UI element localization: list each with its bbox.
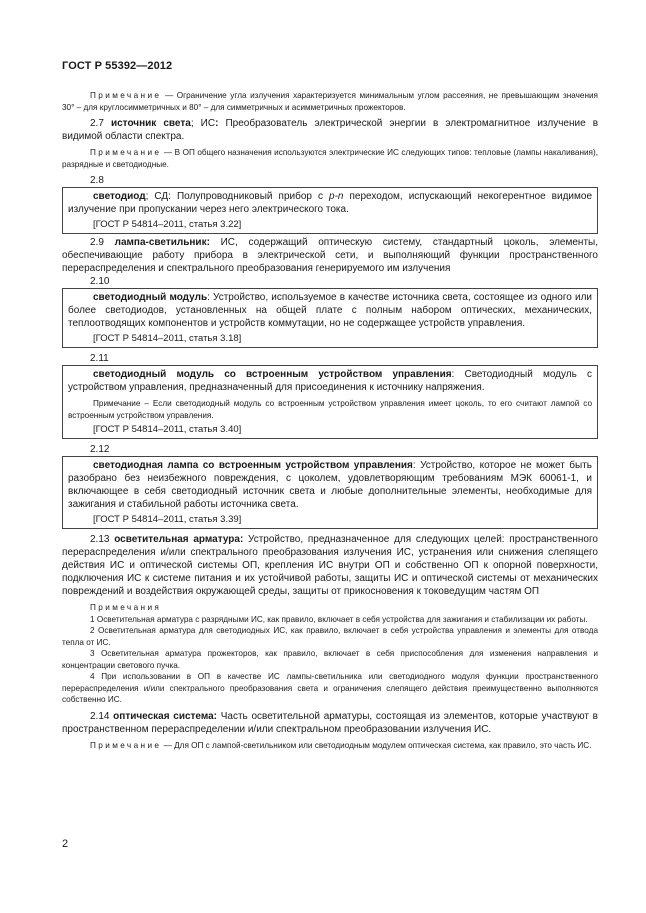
term-number: 2.14 bbox=[90, 710, 110, 722]
term-colon: : bbox=[215, 118, 219, 129]
note-text: — Для ОП с лампой-светильником или светодиодным модулем оптическая система, как правило, это часть ИС. bbox=[161, 740, 592, 750]
term-name: осветительная арматура: bbox=[114, 534, 244, 545]
term-name: источник света bbox=[110, 118, 191, 129]
term-2-8: светодиод; СД: Полупроводниковый прибор с p-n переходом, испускающий некогерентное видимое излучение при пропускании через него электрического тока. bbox=[68, 191, 593, 215]
term-number: 2.7 bbox=[90, 118, 104, 129]
note-item: 3 Осветительная арматура прожекторов, как правило, включает в себя приспособления для изменения направления и концентрации светового пучка. bbox=[62, 649, 598, 670]
note-text: — В ОП общего назначения используются электрические ИС следующих типов: тепловые (лампы накаливания), разрядные и светодиодные. bbox=[62, 148, 598, 169]
term-2-11 bbox=[68, 368, 592, 394]
term-number: 2.13 bbox=[90, 534, 110, 545]
term-definition: : Устройство, используемое в качестве источника света, состоящее из одного или более светодиодов, установленных на общей плате с полным набором оптических, механических, теплоотводящих компонентов и устройств коммутации, но не содержащее устройств управления. bbox=[68, 292, 593, 329]
term-name: оптическая система: bbox=[113, 710, 218, 722]
term-2-12-number: 2.12 bbox=[90, 444, 110, 455]
term-2-13 bbox=[62, 533, 598, 598]
term-definition: ИС, содержащий оптическую систему, стандартный цоколь, элементы, обеспечивающие работу прибора в электрической сети, и выполняющий функции пространственного перераспределения и спектрального преобразования генерируемого им излучения bbox=[62, 237, 598, 274]
note-text: – Если светодиодный модуль со встроенным устройством управления имеет цоколь, то его считают лампой со встроенным устройством управления. bbox=[68, 399, 592, 420]
term-name: лампа-светильник: bbox=[114, 237, 210, 248]
term-name: светодиодный модуль bbox=[93, 292, 208, 303]
term-source: [ГОСТ Р 54814–2011, статья 3.39] bbox=[93, 514, 242, 525]
note-item: 1 Осветительная арматура с разрядными ИС, как правило, включает в себя устройства для зажигания и стабилизации их работы. bbox=[90, 614, 588, 624]
term-definition: Часть осветительной арматуры, состоящая из элементов, которые участвуют в пространственном перераспределении и/или спектральном преобразовании излучения ИС. bbox=[62, 710, 598, 735]
document-header: ГОСТ Р 55392—2012 bbox=[62, 60, 173, 72]
term-2-11-box bbox=[62, 365, 598, 439]
term-2-12 bbox=[68, 459, 592, 511]
note-label: Примечание bbox=[93, 399, 141, 408]
note-item: 2 Осветительная арматура для светодиодных ИС, как правило, включает в себя устройства управления и элементы для отвода тепла от ИС. bbox=[62, 626, 598, 647]
term-source: [ГОСТ Р 54814–2011, статья 3.18] bbox=[93, 333, 242, 344]
page-content bbox=[62, 90, 598, 751]
term-name: светодиодный модуль со встроенным устройством управления bbox=[93, 369, 452, 380]
page-number: 2 bbox=[62, 838, 69, 850]
term-definition: : Устройство, которое не может быть разобрано без неизбежного повреждения, с цоколем, удовлетворяющим требованиям МЭК 60061-1, и включающее в себя светодиодный источник света и любые дополнительные элементы, необходимые для зажигания и стабильной работы источника света. bbox=[68, 460, 592, 510]
term-2-12-box bbox=[62, 456, 598, 529]
term-2-8-box bbox=[62, 187, 598, 234]
notes-heading: Примечания bbox=[90, 603, 162, 612]
note-optical-system bbox=[62, 740, 598, 752]
note-source-types bbox=[62, 147, 598, 170]
term-definition: Преобразователь электрической энергии в электромагнитное излучение в видимой области спектра. bbox=[62, 118, 599, 142]
term-2-14 bbox=[62, 710, 598, 736]
term-2-9 bbox=[62, 236, 598, 275]
term-name: светодиодная лампа со встроенным устройством управления bbox=[93, 460, 413, 471]
term-number: 2.9 bbox=[90, 237, 104, 248]
term-definition: : Светодиодный модуль с устройством управления, предназначенный для присоединения к источнику напряжения. bbox=[68, 369, 592, 393]
term-abbr: ; ИС bbox=[190, 118, 216, 129]
term-2-10-number: 2.10 bbox=[90, 276, 110, 287]
note-item: 4 При использовании в ОП в качестве ИС лампы-светильника или светодиодного модуля функции пространственного перераспределения и/или спектрального преобразования света и ограничения слепящего действия преимущественно выполняются собственно ИС. bbox=[62, 672, 598, 704]
note-text: — Ограничение угла излучения характеризуется минимальным углом рассеяния, не превышающим значения 30° – для круглосимметричных и 80° – для симметричных и асимметричных прожекторов. bbox=[62, 91, 598, 112]
term-2-10 bbox=[68, 291, 592, 330]
term-definition: Устройство, предназначенное для следующих целей: пространственного перераспределения и/или спектрального преобразования излучения ИС, устранения или снижения слепящего действия ИС и оптической системы ОП, крепления ИС внутри ОП и собственно ОП к опорной поверхности, подключения ИС к системе питания и их устойчивой работы, защиты ИС и оптической системы от механических повреждений и воздействия окружающей среды, защиты от прикосновения к токоведущим частям ОП bbox=[62, 534, 598, 597]
term-2-7 bbox=[62, 117, 598, 143]
pn-junction: p-n bbox=[329, 191, 344, 202]
note-label: Примечание bbox=[90, 148, 162, 157]
note-embedded-control bbox=[68, 398, 592, 421]
term-name: светодиод bbox=[93, 191, 146, 202]
term-abbr: ; СД bbox=[145, 191, 169, 202]
note-label: Примечание bbox=[90, 91, 162, 100]
term-2-10-box bbox=[62, 288, 598, 348]
note-angle bbox=[62, 90, 598, 113]
term-2-8-number: 2.8 bbox=[90, 175, 104, 186]
term-source: [ГОСТ Р 54814–2011, статья 3.22] bbox=[93, 219, 242, 230]
term-2-11-number: 2.11 bbox=[90, 353, 109, 364]
term-source: [ГОСТ Р 54814–2011, статья 3.40] bbox=[93, 424, 242, 435]
note-label: Примечание bbox=[90, 740, 162, 750]
